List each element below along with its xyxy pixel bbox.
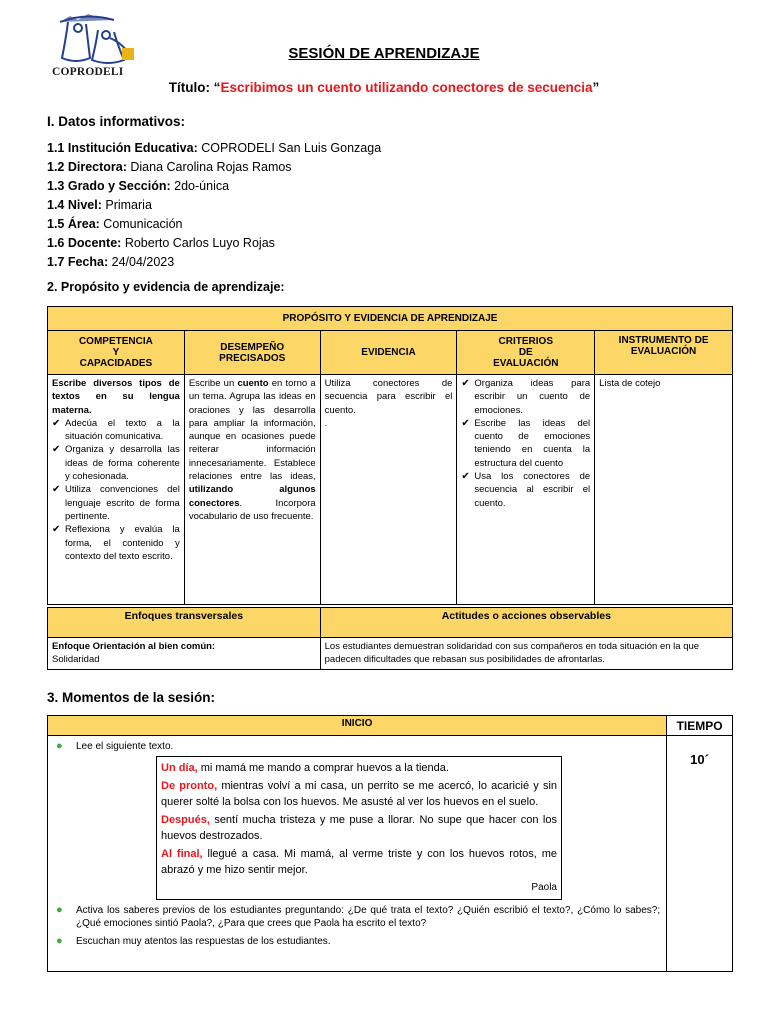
- evidencia-text: Utiliza conectores de secuencia para escribir el cuento.: [324, 378, 453, 416]
- info-value: Roberto Carlos Luyo Rojas: [121, 236, 275, 250]
- tiempo-header: TIEMPO: [667, 716, 733, 736]
- purpose-table-title: PROPÓSITO Y EVIDENCIA DE APRENDIZAJE: [48, 307, 733, 331]
- criterio-text: Organiza ideas para escribir un cuento de emociones.: [474, 378, 591, 416]
- info-row: [47, 196, 381, 215]
- moments-table: [47, 715, 733, 972]
- criterio-item: [461, 470, 590, 510]
- criterio-item: [461, 377, 590, 417]
- header-line: DE: [518, 347, 533, 358]
- header-instrumento: [595, 331, 733, 375]
- desempeno-text: Escribe un: [188, 378, 238, 389]
- info-label: 1.1 Institución Educativa:: [47, 141, 198, 155]
- enfoques-header: Enfoques transversales: [48, 608, 321, 638]
- info-row: [47, 234, 381, 253]
- info-list: [47, 139, 381, 272]
- capacidad-item: [52, 417, 180, 444]
- inicio-header: INICIO: [48, 716, 667, 736]
- desempeno-bold: utilizando algunos conectores: [188, 484, 316, 509]
- capacidad-item: [52, 443, 180, 483]
- header-line: INSTRUMENTO DE: [618, 335, 709, 346]
- actitudes-cell: Los estudiantes demuestran solidaridad con sus compañeros en toda situación en la que padecen dificultades que rebasan sus posibilidades de afrontarlas.: [320, 638, 732, 670]
- bullet-item: [54, 904, 660, 931]
- section2-heading: 2. Propósito y evidencia de aprendizaje:: [47, 280, 285, 294]
- header-competencia: [48, 331, 185, 375]
- info-label: 1.2 Directora:: [47, 160, 127, 174]
- header-line: DESEMPEÑO: [220, 341, 285, 353]
- capacidad-text: Utiliza convenciones del lenguaje escrito de forma pertinente.: [65, 484, 180, 522]
- enfoque-title: Enfoque Orientación al bien común:: [52, 641, 216, 652]
- enfoque-value: Solidaridad: [52, 654, 100, 665]
- header-line: EVALUACIÓN: [630, 346, 697, 357]
- info-row: [47, 215, 381, 234]
- info-label: 1.4 Nivel:: [47, 198, 102, 212]
- info-label: 1.7 Fecha:: [47, 255, 109, 269]
- connector-word: Después,: [161, 813, 210, 826]
- story-paragraph: [161, 778, 557, 810]
- competencia-cell: [48, 375, 185, 605]
- story-paragraph: [161, 760, 557, 776]
- header-line: EVALUACIÓN: [493, 358, 559, 369]
- header-desempeno: [184, 331, 320, 375]
- bullet-text: Activa los saberes previos de los estudiantes preguntando: ¿De qué trata el texto? ¿Quién escribió el texto?, ¿Cómo lo sabes?; ¿Qué emociones sintió Paola?, ¿Para que crees que Paola ha escrito el texto?: [76, 904, 661, 929]
- section1-heading: I. Datos informativos:: [47, 114, 186, 129]
- header-line: CAPACIDADES: [79, 358, 153, 369]
- check-icon: ✔: [461, 417, 470, 429]
- desempeno-text: . Incorpora vocabulario de uso frecuente.: [188, 497, 316, 522]
- document-title: SESIÓN DE APRENDIZAJE: [288, 45, 480, 62]
- story-text: llegué a casa. Mi mamá, al verme triste y con los huevos rotos, me abrazó y me hizo sentir mejor.: [161, 847, 557, 876]
- enfoque-cell: [48, 638, 321, 670]
- header-criterios: [457, 331, 595, 375]
- story-text: mi mamá me mando a comprar huevos a la tienda.: [197, 761, 449, 774]
- capacidad-item: [52, 483, 180, 523]
- tiempo-value: 10´: [667, 736, 733, 972]
- document-subtitle: [0, 80, 768, 95]
- story-text: mientras volví a mi casa, un perrito se me acercó, lo acaricié y sin querer solté la bolsa con los huevos. Me asusté al ver los huevos en el suelo.: [161, 779, 558, 808]
- criterios-cell: [457, 375, 595, 605]
- purpose-table: [47, 306, 733, 605]
- competencia-title: Escribe diversos tipos de textos en su lengua materna.: [52, 378, 180, 416]
- info-value: Diana Carolina Rojas Ramos: [126, 160, 292, 174]
- desempeno-text: en torno a un tema. Agrupa las ideas en oraciones y las desarrolla para ampliar la información, aunque en ocasiones puede reiterar información innecesariamente. Establece relaciones entre las ideas,: [188, 378, 316, 483]
- info-row: [47, 158, 381, 177]
- header-line: Y: [112, 347, 120, 358]
- header-evidencia: EVIDENCIA: [320, 331, 457, 375]
- capacidad-text: Adecúa el texto a la situación comunicativa.: [65, 417, 180, 443]
- connector-word: Al final,: [161, 847, 203, 860]
- info-value: Primaria: [101, 198, 152, 212]
- check-icon: ✔: [52, 444, 61, 456]
- bullet-item: [54, 935, 660, 949]
- info-label: 1.5 Área:: [47, 217, 100, 231]
- check-icon: ✔: [52, 417, 61, 429]
- story-paragraph: [161, 846, 557, 878]
- subtitle-highlight: Escribimos un cuento utilizando conectores de secuencia: [220, 80, 593, 95]
- enfoques-table: [47, 607, 733, 670]
- story-box: [156, 756, 562, 900]
- header-line: PRECISADOS: [219, 352, 286, 364]
- evidencia-cell: [320, 375, 457, 605]
- capacidad-text: Reflexiona y evalúa la forma, el contenido y contexto del texto escrito.: [65, 524, 180, 562]
- check-icon: ✔: [52, 524, 61, 536]
- bullet-text: Escuchan muy atentos las respuestas de los estudiantes.: [76, 935, 331, 947]
- info-value: Comunicación: [99, 217, 183, 231]
- actitudes-header: Actitudes o acciones observables: [320, 608, 732, 638]
- bullet-text: Lee el siguiente texto.: [76, 741, 174, 752]
- connector-word: De pronto,: [161, 779, 218, 792]
- bullet-icon: ●: [56, 740, 63, 752]
- info-value: 24/04/2023: [108, 255, 175, 269]
- instrumento-cell: Lista de cotejo: [595, 375, 733, 605]
- bullet-icon: ●: [56, 903, 63, 916]
- logo-text: COPRODELI: [52, 66, 124, 78]
- bullet-icon: ●: [56, 934, 63, 947]
- story-signature: Paola: [531, 881, 557, 893]
- criterio-text: Usa los conectores de secuencia al escribir el cuento.: [474, 471, 591, 509]
- info-row: [47, 177, 381, 196]
- criterio-text: Escribe las ideas del cuento de emociones teniendo en cuenta la estructura del cuento: [474, 417, 591, 469]
- check-icon: ✔: [461, 471, 470, 483]
- header-line: CRITERIOS: [498, 336, 553, 347]
- criterio-item: [461, 417, 590, 470]
- story-paragraph: [161, 812, 557, 844]
- subtitle-suffix: ”: [592, 80, 600, 95]
- section3-heading: 3. Momentos de la sesión:: [47, 690, 216, 705]
- info-row: [47, 139, 381, 158]
- info-label: 1.3 Grado y Sección:: [47, 179, 171, 193]
- connector-word: Un día,: [161, 761, 198, 774]
- check-icon: ✔: [52, 484, 61, 496]
- check-icon: ✔: [461, 378, 470, 389]
- info-row: [47, 253, 381, 272]
- capacidad-item: [52, 523, 180, 563]
- evidencia-dot: .: [324, 417, 328, 429]
- header-line: COMPETENCIA: [78, 336, 153, 347]
- info-label: 1.6 Docente:: [47, 236, 122, 250]
- capacidad-text: Organiza y desarrolla las ideas de forma coherente y cohesionada.: [65, 444, 180, 483]
- subtitle-prefix: Título: “: [168, 80, 221, 95]
- story-text: sentí mucha tristeza y me puse a llorar. No supe que hacer con los huevos destrozados.: [161, 813, 557, 842]
- inicio-content: [48, 736, 667, 972]
- desempeno-cell: [184, 375, 320, 605]
- bullet-item: [54, 740, 660, 754]
- info-value: 2do-única: [170, 179, 230, 193]
- info-value: COPRODELI San Luis Gonzaga: [197, 141, 382, 155]
- desempeno-bold: cuento: [237, 378, 269, 389]
